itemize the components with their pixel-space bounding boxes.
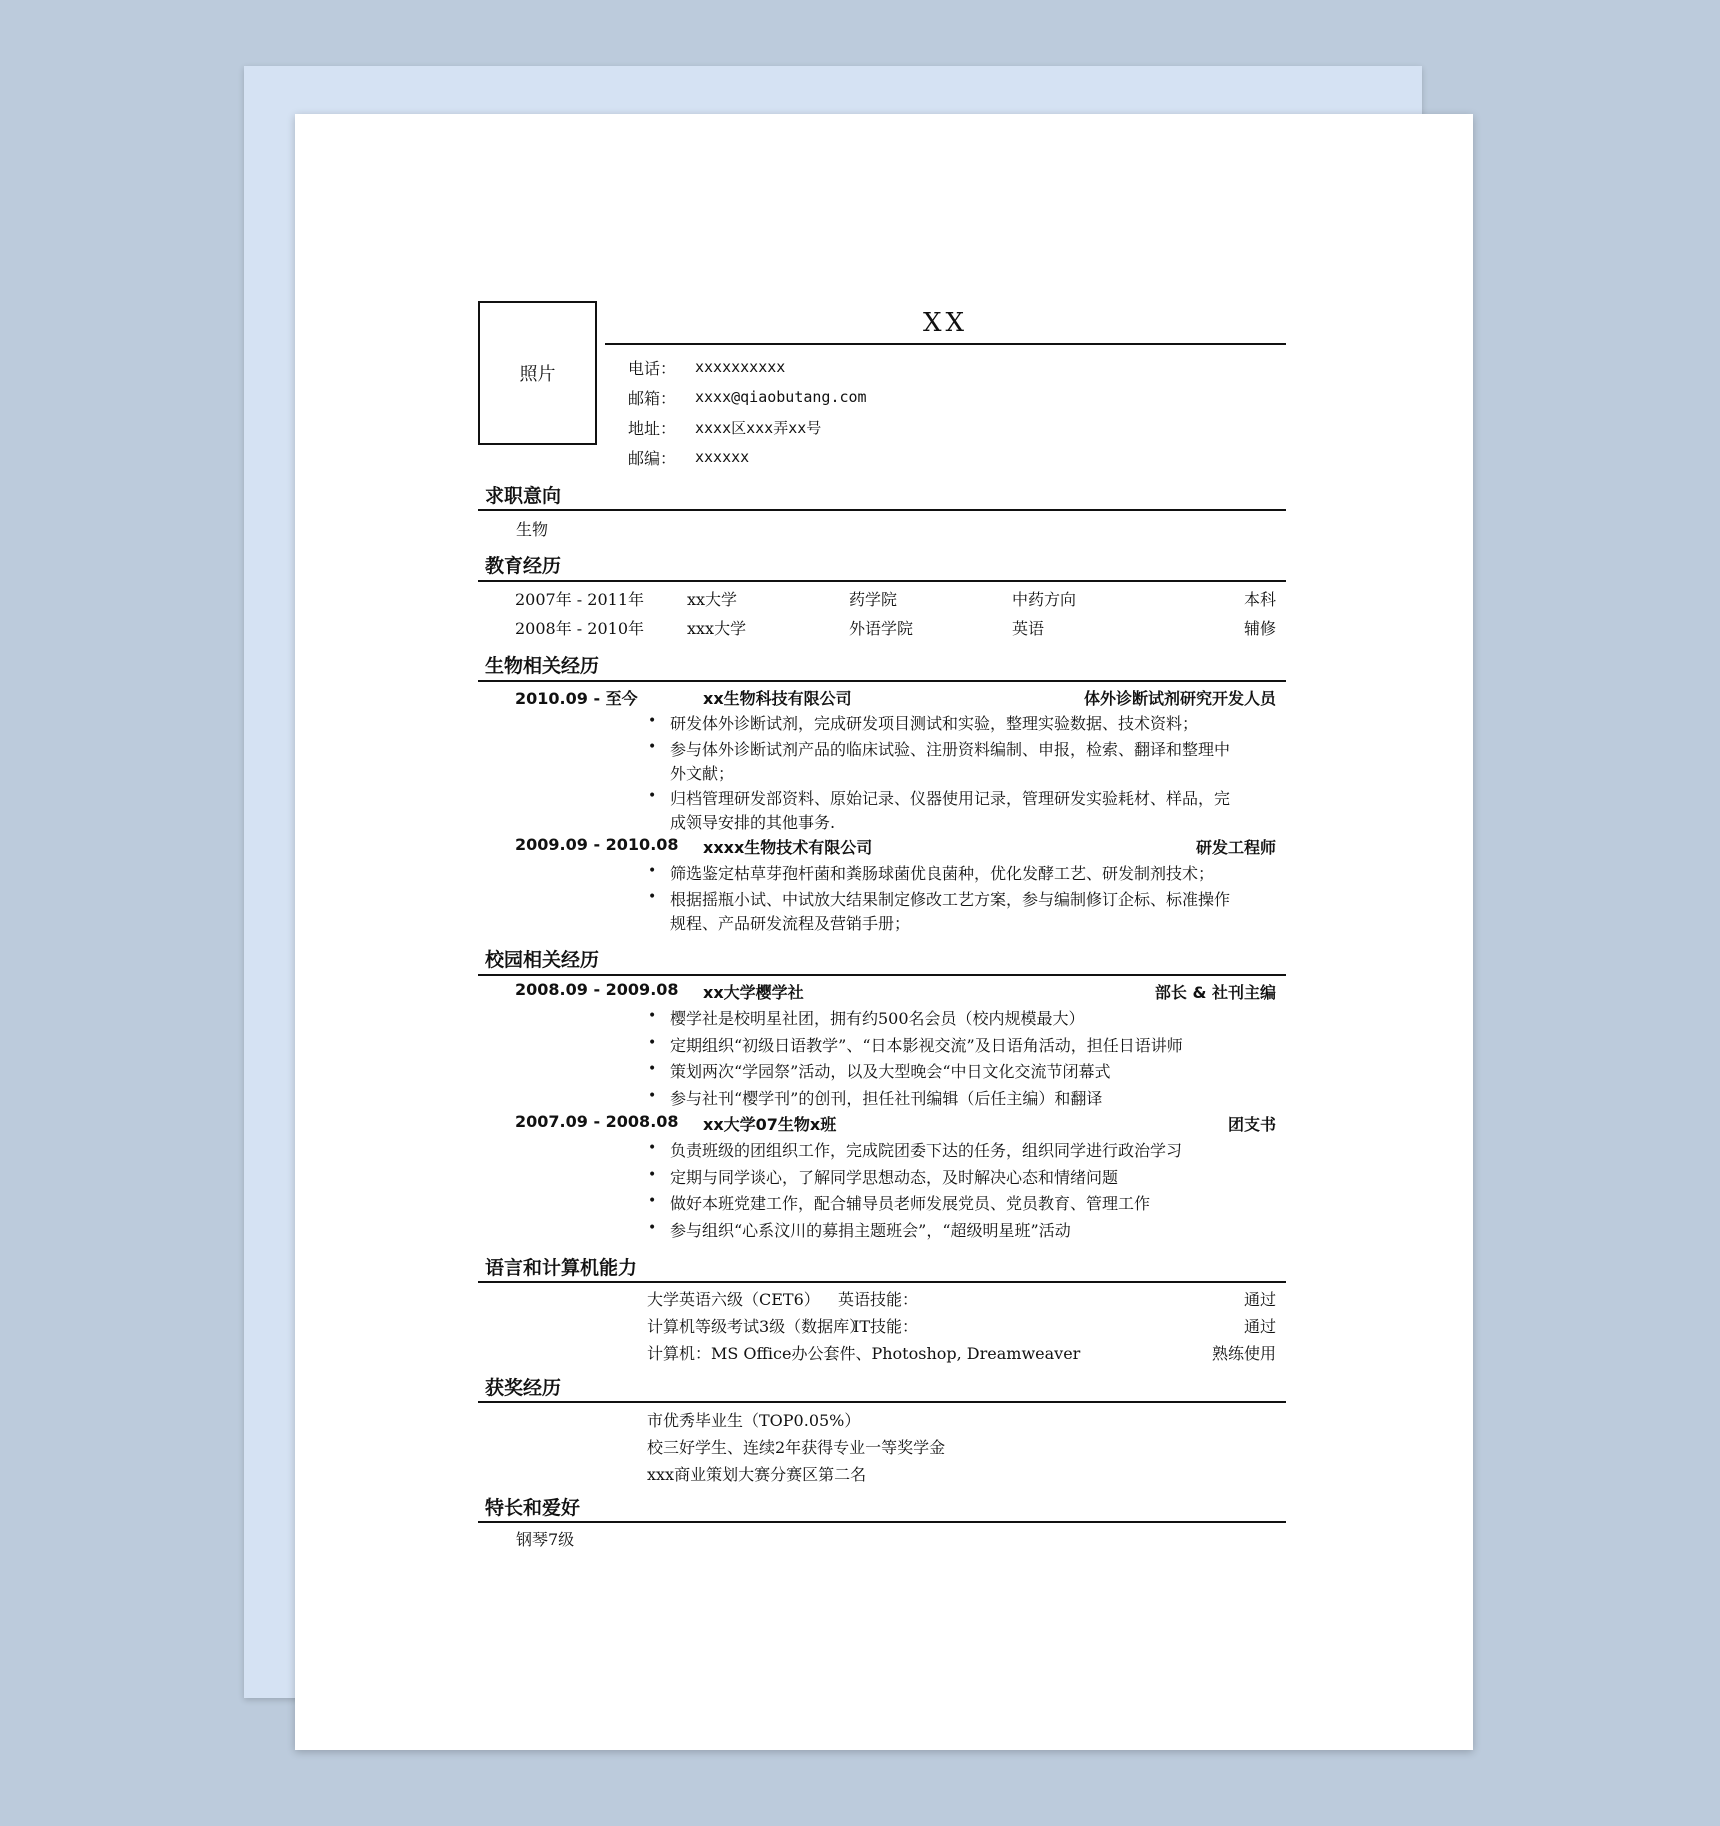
contact-label-phone: 电话： [628,359,677,378]
section-divider [478,509,1286,511]
edu-college: 外语学院 [849,619,914,638]
edu-major: 英语 [1012,619,1045,638]
edu-major: 中药方向 [1012,590,1077,609]
job-bullet: 参与组织“心系汶川的募捐主题班会”，“超级明星班”活动 [670,1221,1071,1240]
edu-period: 2007年 - 2011年 [515,590,645,609]
job-bullet: 策划两次“学园祭”活动，以及大型晚会“中日文化交流节闭幕式 [670,1062,1111,1081]
job-org: xx大学樱学社 [703,983,804,1002]
photo-label: 照片 [519,364,556,385]
section-divider [478,974,1286,976]
contact-label-address: 地址： [628,419,677,438]
edu-school: xxx大学 [687,619,747,638]
job-bullet: 做好本班党建工作，配合辅导员老师发展党员、党员教育、管理工作 [670,1194,1151,1213]
skill-label: 英语技能： [837,1290,918,1309]
job-period: 2009.09 - 2010.08 [515,835,679,854]
job-role: 团支书 [1227,1115,1276,1134]
job-org: xx生物科技有限公司 [703,689,852,708]
job-role: 研发工程师 [1195,838,1276,857]
job-bullet: 根据摇瓶小试、中试放大结果制定修改工艺方案，参与编制修订企标、标准操作 [670,890,1231,909]
section-title-awards: 获奖经历 [485,1377,562,1399]
section-title-hobbies: 特长和爱好 [485,1497,581,1519]
skill-status: 通过 [1243,1317,1276,1336]
contact-label-zip: 邮编： [628,449,677,468]
job-org: xxxx生物技术有限公司 [703,838,873,857]
job-role: 体外诊断试剂研究开发人员 [1083,689,1276,708]
section-divider [478,1401,1286,1403]
section-title-objective: 求职意向 [485,485,562,507]
award-item: xxx商业策划大赛分赛区第二名 [647,1465,867,1484]
job-org: xx大学07生物x班 [703,1115,837,1134]
section-divider [478,580,1286,582]
job-period: 2010.09 - 至今 [515,689,638,708]
job-bullet: 筛选鉴定枯草芽孢杆菌和粪肠球菌优良菌种，优化发酵工艺、研发制剂技术； [670,864,1215,883]
bullet-dot: • [648,1193,657,1209]
edu-period: 2008年 - 2010年 [515,619,645,638]
job-bullet: 定期与同学谈心，了解同学思想动态，及时解决心态和情绪问题 [670,1168,1119,1187]
hobby-value: 钢琴7级 [516,1530,575,1549]
contact-label-email: 邮箱： [628,389,677,408]
section-title-campus-experience: 校园相关经历 [485,949,600,971]
skill-status: 通过 [1243,1290,1276,1309]
section-divider [478,1521,1286,1523]
bullet-dot: • [648,713,657,729]
bullet-dot: • [648,1008,657,1024]
skill-label: IT技能： [853,1317,918,1336]
job-bullet: 参与社刊“樱学刊”的创刊，担任社刊编辑（后任主编）和翻译 [670,1089,1103,1108]
job-bullet: 研发体外诊断试剂，完成研发项目测试和实验，整理实验数据、技术资料； [670,714,1199,733]
section-title-education: 教育经历 [485,555,562,577]
bullet-dot: • [648,1220,657,1236]
job-bullet: 定期组织“初级日语教学”、“日本影视交流”及日语角活动，担任日语讲师 [670,1036,1183,1055]
skill-status: 熟练使用 [1211,1344,1276,1363]
job-bullet: 负责班级的团组织工作，完成院团委下达的任务，组织同学进行政治学习 [670,1141,1183,1160]
skill-item: 大学英语六级（CET6） [647,1290,820,1309]
job-role: 部长 & 社刊主编 [1154,983,1276,1002]
job-bullet-continued: 规程、产品研发流程及营销手册； [670,914,911,933]
bullet-dot: • [648,788,657,804]
award-item: 市优秀毕业生（TOP0.05%） [647,1411,861,1430]
skill-item: 计算机：MS Office办公套件、Photoshop, Dreamweaver [647,1344,1081,1363]
bullet-dot: • [648,1035,657,1051]
contact-value-zip: xxxxxx [695,448,750,466]
section-divider [478,680,1286,682]
photo-placeholder [478,301,597,445]
skill-item: 计算机等级考试3级（数据库） [647,1317,866,1336]
contact-value-email: xxxx@qiaobutang.com [695,388,867,406]
job-bullet-continued: 成领导安排的其他事务. [670,813,836,832]
bullet-dot: • [648,1167,657,1183]
bullet-dot: • [648,739,657,755]
bullet-dot: • [648,889,657,905]
job-bullet-continued: 外文献； [670,764,735,783]
contact-value-address: xxxx区xxx弄xx号 [695,419,822,437]
job-bullet: 归档管理研发部资料、原始记录、仪器使用记录，管理研发实验耗材、样品，完 [670,789,1231,808]
job-period: 2008.09 - 2009.08 [515,980,679,999]
edu-degree: 本科 [1243,590,1276,609]
job-period: 2007.09 - 2008.08 [515,1112,679,1131]
edu-degree: 辅修 [1243,619,1276,638]
bullet-dot: • [648,1088,657,1104]
bullet-dot: • [648,1061,657,1077]
edu-school: xx大学 [687,590,738,609]
resume-page [295,114,1473,1750]
name-divider [605,343,1286,345]
bullet-dot: • [648,1140,657,1156]
job-bullet: 樱学社是校明星社团，拥有约500名会员（校内规模最大） [670,1009,1085,1028]
job-bullet: 参与体外诊断试剂产品的临床试验、注册资料编制、申报，检索、翻译和整理中 [670,740,1231,759]
section-title-skills: 语言和计算机能力 [485,1257,638,1279]
objective-value: 生物 [516,520,549,539]
contact-value-phone: xxxxxxxxxx [695,358,786,376]
award-item: 校三好学生、连续2年获得专业一等奖学金 [647,1438,946,1457]
section-divider [478,1281,1286,1283]
bullet-dot: • [648,863,657,879]
edu-college: 药学院 [849,590,898,609]
section-title-bio-experience: 生物相关经历 [485,655,600,677]
candidate-name: XX [922,308,969,338]
